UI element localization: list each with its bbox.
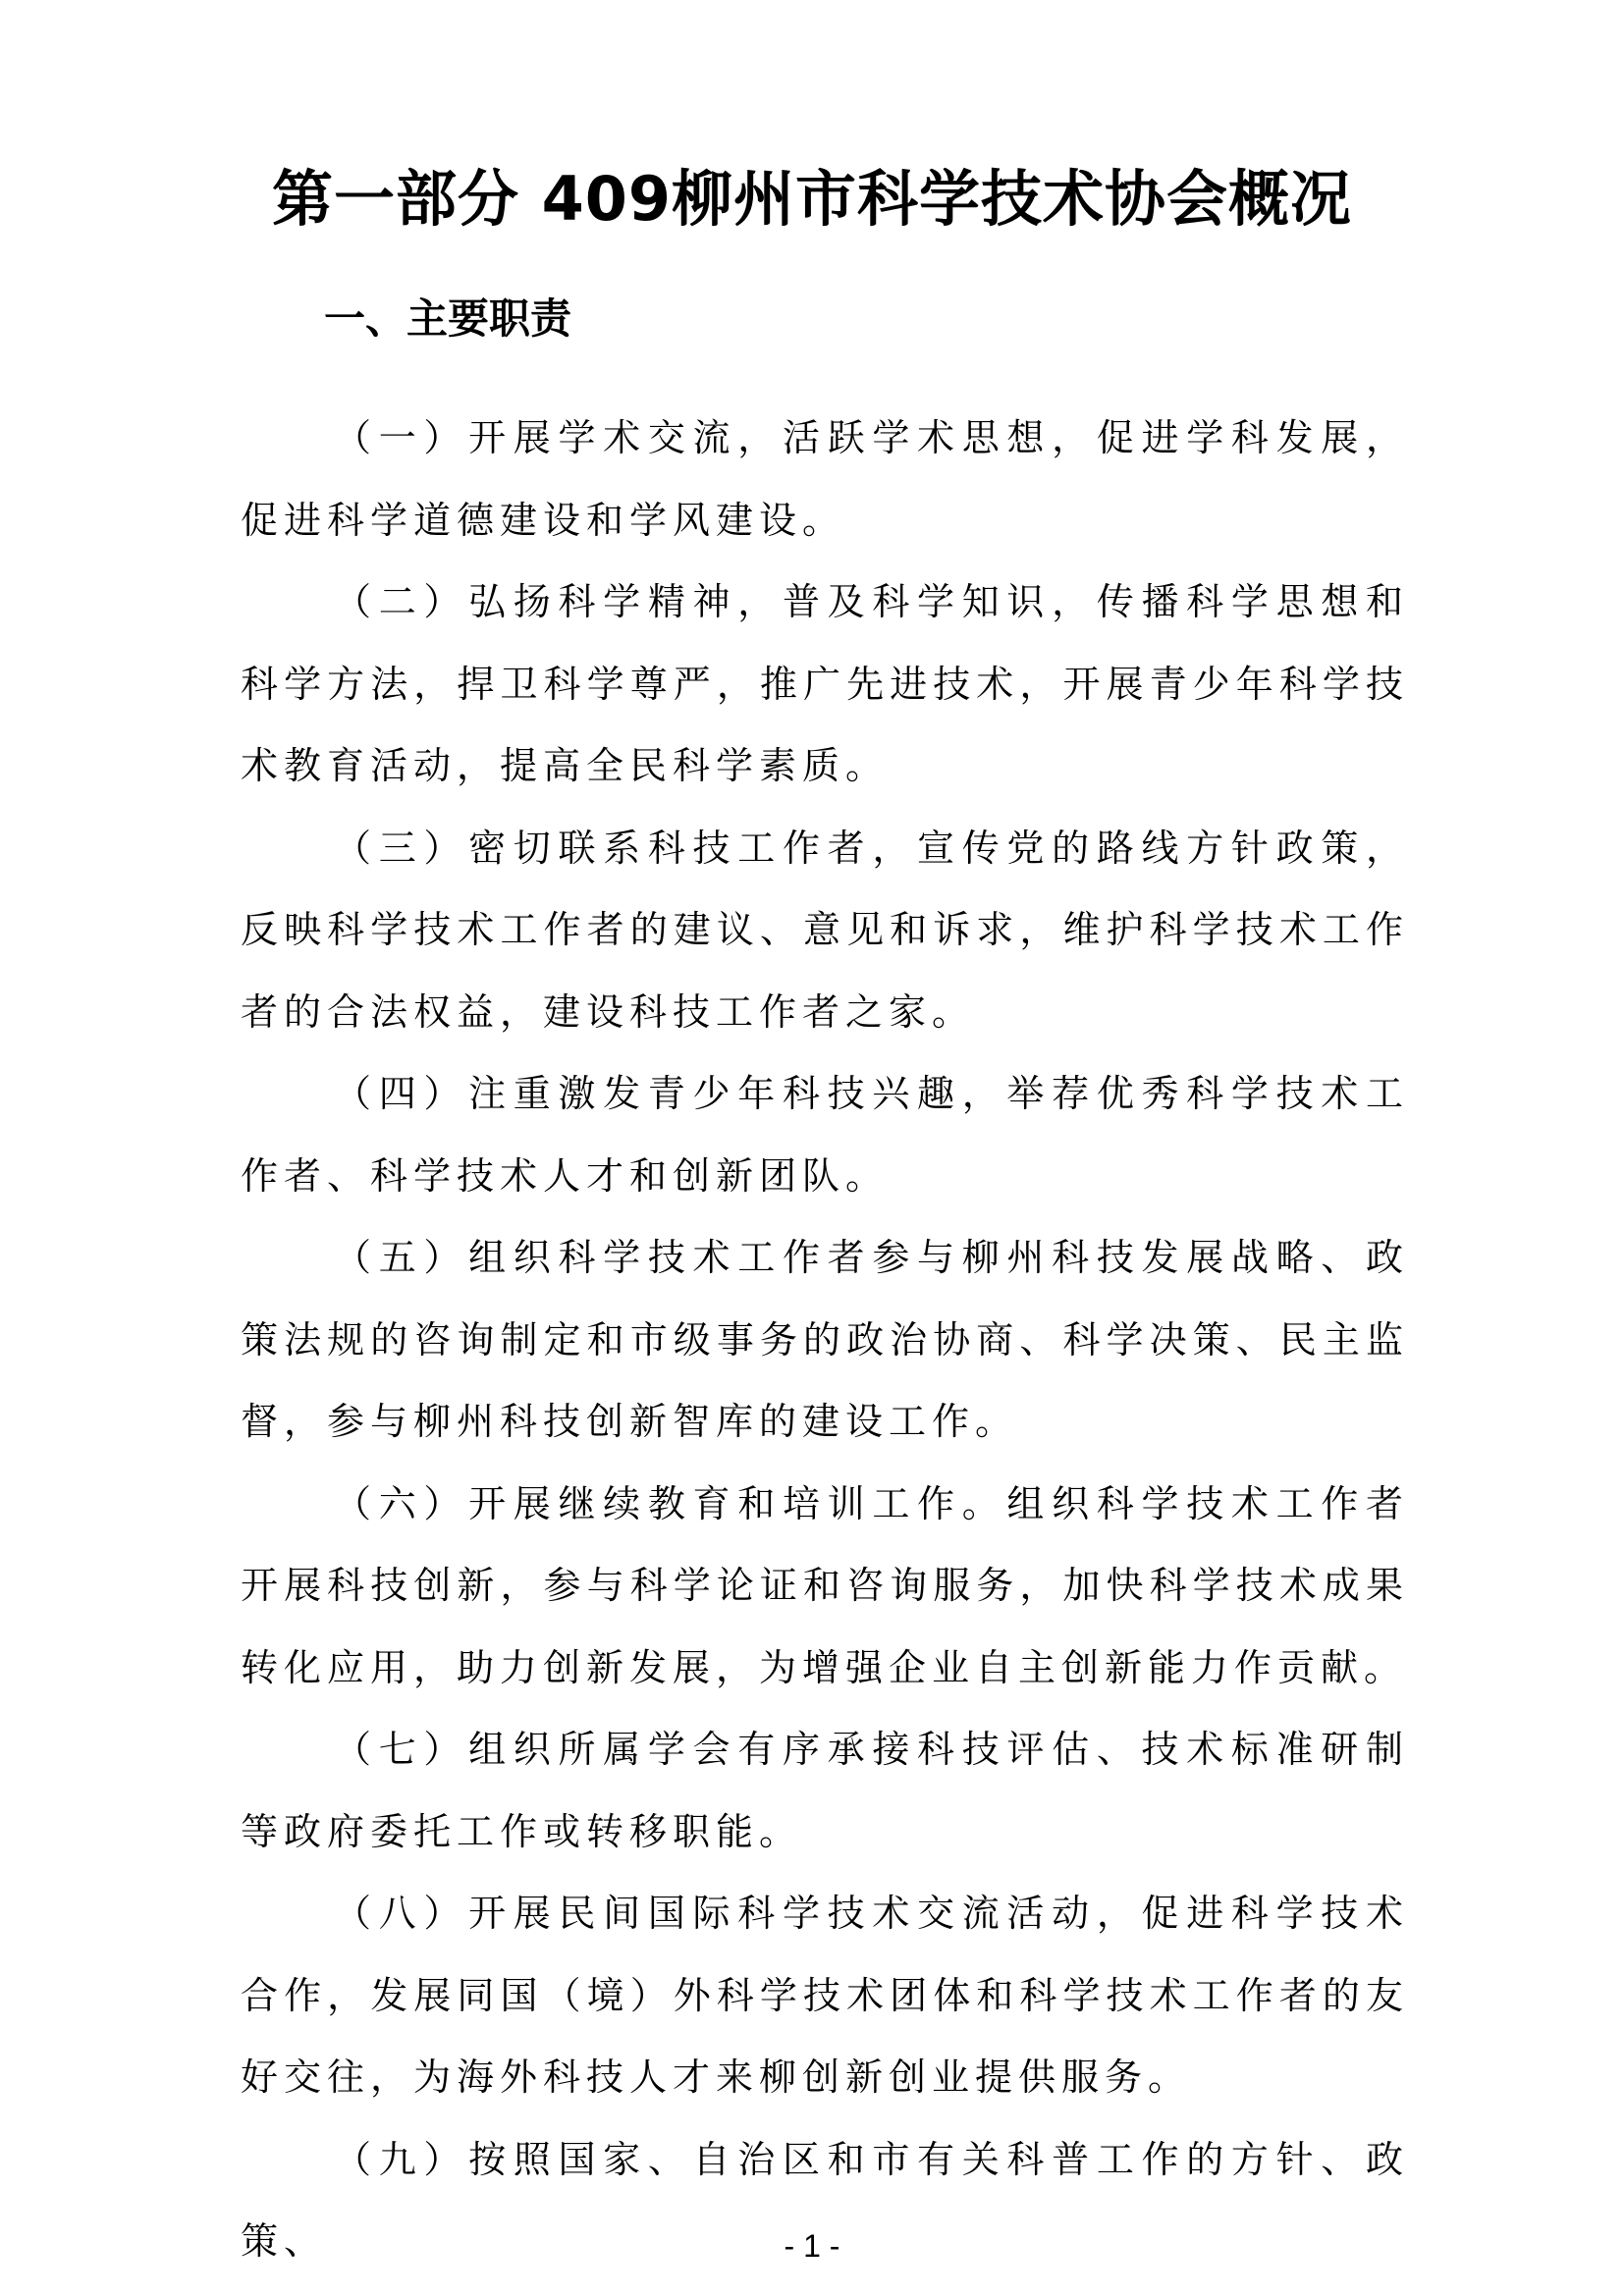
paragraph-8: （八）开展民间国际科学技术交流活动，促进科学技术合作，发展同国（境）外科学技术团体和科学技术工作者的友好交往，为海外科技人才来柳创新创业提供服务。 (241, 1892, 1409, 2099)
paragraph-5: （五）组织科学技术工作者参与柳州科技发展战略、政策法规的咨询制定和市级事务的政治协商、科学决策、民主监督，参与柳州科技创新智库的建设工作。 (241, 1236, 1409, 1443)
paragraph-7: （七）组织所属学会有序承接科技评估、技术标准研制等政府委托工作或转移职能。 (241, 1728, 1409, 1853)
body-text (241, 398, 1409, 2283)
section-heading: 一、主要职责 (324, 294, 572, 343)
paragraph-1: （一）开展学术交流，活跃学术思想，促进学科发展，促进科学道德建设和学风建设。 (241, 416, 1409, 542)
paragraph-2: （二）弘扬科学精神，普及科学知识，传播科学思想和科学方法，捍卫科学尊严，推广先进技术，开展青少年科学技术教育活动，提高全民科学素质。 (241, 580, 1409, 787)
paragraph-9: （九）按照国家、自治区和市有关科普工作的方针、政策、 (241, 2137, 1409, 2263)
paragraph-6: （六）开展继续教育和培训工作。组织科学技术工作者开展科技创新，参与科学论证和咨询服务，加快科学技术成果转化应用，助力创新发展，为增强企业自主创新能力作贡献。 (241, 1481, 1409, 1689)
paragraph-3: （三）密切联系科技工作者，宣传党的路线方针政策，反映科学技术工作者的建议、意见和诉求，维护科学技术工作者的合法权益，建设科技工作者之家。 (241, 826, 1409, 1034)
page-number: - 1 - (784, 2228, 840, 2264)
document-title: 第一部分 409柳州市科学技术协会概况 (271, 163, 1352, 235)
paragraph-4: （四）注重激发青少年科技兴趣，举荐优秀科学技术工作者、科学技术人才和创新团队。 (241, 1072, 1409, 1198)
